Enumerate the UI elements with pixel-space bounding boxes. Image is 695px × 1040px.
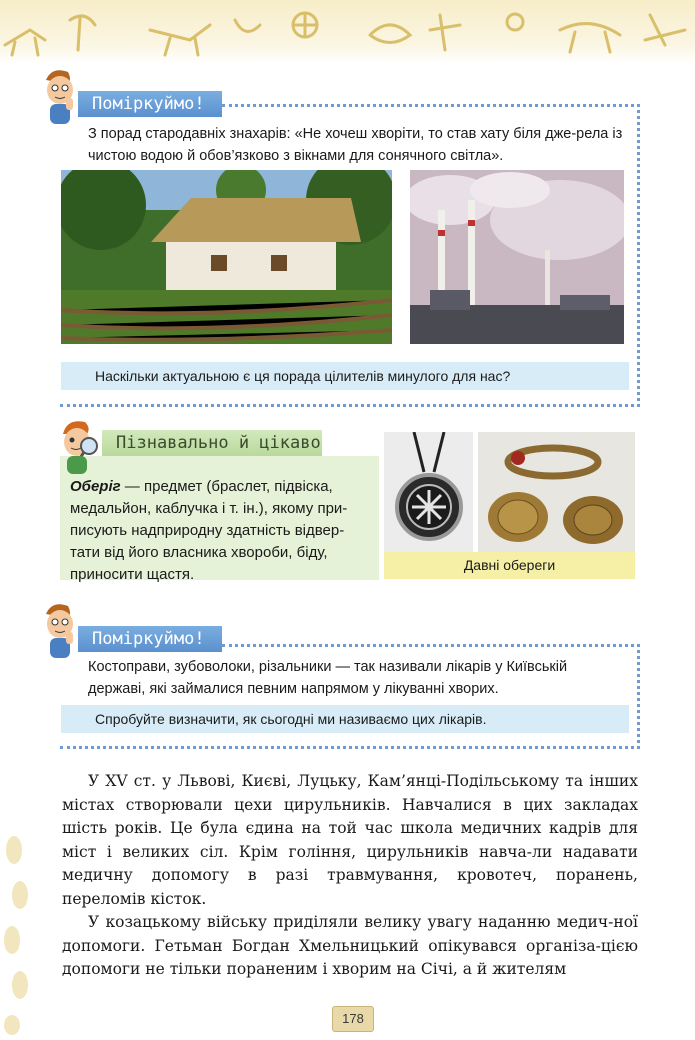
photo-caption: Давні обереги: [384, 552, 635, 579]
reflection-text: Костоправи, зубоволоки, різальники — так називали лікарів у Київській державі, які займалися певним напрямом у лікуванні хворих.: [88, 659, 568, 697]
reflection-text: З порад стародавніх знахарів: «Не хочеш хворіти, то став хату біля дже-рела із чистою водою й обов’язково з вікнами для сонячного світла».: [88, 126, 623, 164]
body-paragraph: У XV ст. у Львові, Києві, Луцьку, Кам’янці-Подільському та інших містах створювали цехи цирульників. Навчалися в цих закладах шість років. Це була єдина на той час школа медичних кадрів для міст і великих сіл. Крім гоління, цирульників навча-ли надавати медичну допомогу в разі травмування, кровотеч, поранень, переломів кісток.: [62, 772, 638, 908]
left-ornament-strip: [0, 820, 36, 1035]
footprints-ornament-icon: [0, 820, 36, 1035]
section-title-ribbon: Поміркуймо!: [78, 626, 222, 652]
magnifier-boy-icon: [57, 416, 101, 476]
definition-term: Оберіг: [70, 478, 121, 495]
section-title-ribbon: Пізнавально й цікаво: [102, 430, 322, 456]
thinking-boy-icon: [38, 600, 82, 660]
section-title-ribbon: Поміркуймо!: [78, 91, 222, 117]
top-ornament-band: [0, 0, 695, 64]
frame-top-line-1: [222, 104, 640, 107]
main-body-text: [62, 770, 638, 982]
power-plant-photo: [410, 170, 624, 344]
body-paragraph: У козацькому війську приділяли велику увагу наданню медич-ної допомоги. Гетьман Богдан Хмельницький опікувався організа-цією допомоги не тільки пораненим і хворим на Січі, а й жителям: [62, 913, 638, 978]
rings-amulet-photo: [478, 432, 635, 552]
page-number: 178: [332, 1006, 374, 1032]
question-bar: Наскільки актуальною є ця порада цілителів минулого для нас?: [61, 362, 629, 390]
petroglyph-ornament-icon: [0, 0, 695, 64]
thinking-boy-icon: [38, 66, 82, 126]
frame-top-line-2: [222, 644, 640, 647]
village-house-photo: [61, 170, 392, 344]
amulet-definition: [70, 476, 370, 586]
question-bar: Спробуйте визначити, як сьогодні ми називаємо цих лікарів.: [61, 705, 629, 733]
definition-text: — предмет (браслет, підвіска, медальйон, каблучка і т. ін.), якому при-писують надприродну здатність відвер-тати від його власника хвороби, біду, приносити щастя.: [70, 478, 348, 583]
pendant-amulet-photo: [384, 432, 473, 552]
